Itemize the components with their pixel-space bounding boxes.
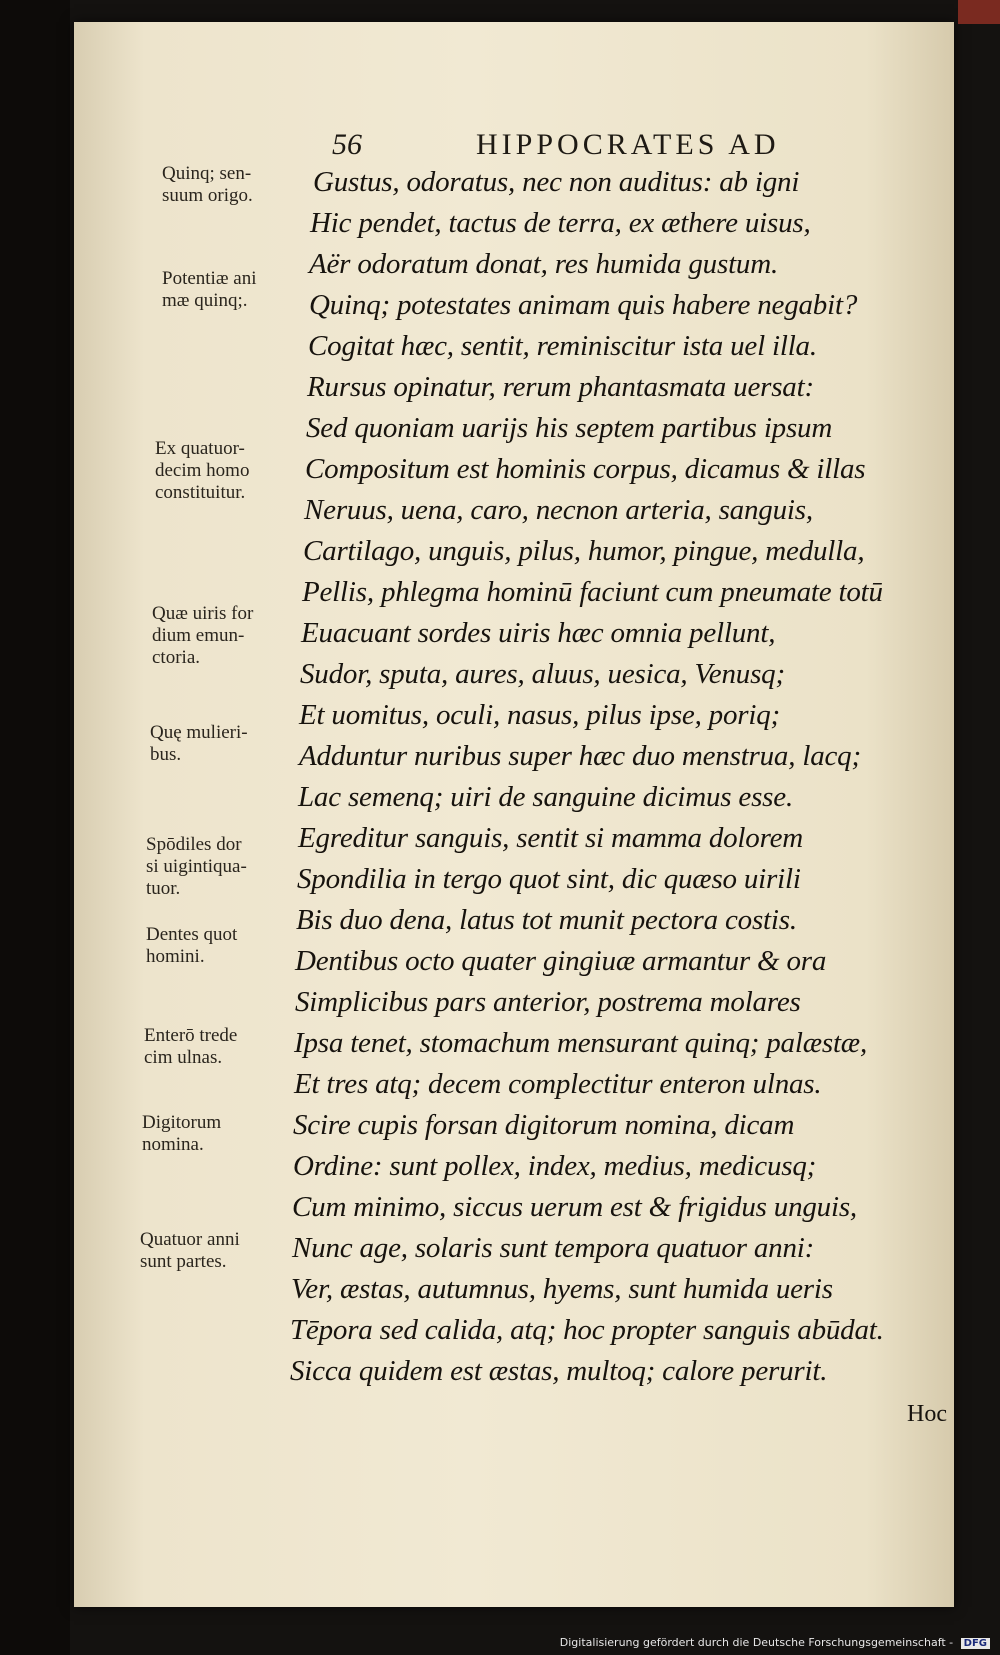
text-line: Aër odoratum donat, res humida gustum.: [309, 248, 779, 280]
text-line: Cum minimo, siccus uerum est & frigidus unguis,: [292, 1191, 857, 1223]
text-line: Sicca quidem est æstas, multoq; calore perurit.: [290, 1355, 828, 1387]
side-note: Quæ uiris for dium emun- ctoria.: [152, 603, 254, 668]
text-line: Et uomitus, oculi, nasus, pilus ipse, poriq;: [299, 699, 780, 731]
text-line: Dentibus octo quater gingiuæ armantur & ora: [295, 945, 827, 977]
catchword: Hoc: [907, 1401, 947, 1427]
text-line: Rursus opinatur, rerum phantasmata uersat:: [307, 371, 814, 403]
text-line: Ver, æstas, autumnus, hyems, sunt humida ueris: [291, 1273, 833, 1305]
text-line: Pellis, phlegma hominū faciunt cum pneumate totū: [302, 576, 883, 608]
text-line: Egreditur sanguis, sentit si mamma dolorem: [298, 822, 804, 854]
digitization-credit: [560, 1636, 990, 1649]
text-line: Bis duo dena, latus tot munit pectora costis.: [296, 904, 797, 936]
side-note: Dentes quot homini.: [146, 924, 238, 967]
text-line: Nunc age, solaris sunt tempora quatuor anni:: [292, 1232, 815, 1264]
side-note: Quatuor anni sunt partes.: [140, 1229, 240, 1272]
side-note: Enterō trede cim ulnas.: [144, 1025, 238, 1068]
text-line: Gustus, odoratus, nec non auditus: ab igni: [313, 166, 800, 198]
side-note: Ex quatuor- decim homo constituitur.: [155, 438, 250, 503]
text-line: Simplicibus pars anterior, postrema molares: [295, 986, 801, 1018]
text-line: Tēpora sed calida, atq; hoc propter sanguis abūdat.: [290, 1314, 884, 1346]
text-line: Cogitat hæc, sentit, reminiscitur ista uel illa.: [308, 330, 817, 362]
text-line: Sed quoniam uarijs his septem partibus ipsum: [306, 412, 833, 444]
side-note: Quę mulieri- bus.: [150, 722, 248, 765]
dfg-logo: DFG: [961, 1638, 990, 1649]
side-note: Spōdiles dor si uigintiqua- tuor.: [146, 834, 247, 899]
text-line: Ipsa tenet, stomachum mensurant quinq; palæstæ,: [294, 1027, 867, 1059]
text-line: Compositum est hominis corpus, dicamus & illas: [305, 453, 866, 485]
text-line: Ordine: sunt pollex, index, medius, medicusq;: [293, 1150, 817, 1182]
text-line: Neruus, uena, caro, necnon arteria, sanguis,: [304, 494, 813, 526]
text-line: Lac semenq; uiri de sanguine dicimus esse.: [298, 781, 793, 813]
text-line: Adduntur nuribus super hæc duo menstrua, lacq;: [299, 740, 861, 772]
text-line: Quinq; potestates animam quis habere negabit?: [309, 289, 858, 321]
text-line: Scire cupis forsan digitorum nomina, dicam: [293, 1109, 795, 1141]
text-line: Sudor, sputa, aures, aluus, uesica, Venusq;: [300, 658, 785, 690]
text-line: Hic pendet, tactus de terra, ex æthere uisus,: [310, 207, 811, 239]
text-line: Et tres atq; decem complectitur enteron ulnas.: [294, 1068, 822, 1100]
running-title: HIPPOCRATES AD: [476, 128, 780, 161]
side-note: Digitorum nomina.: [142, 1112, 222, 1155]
side-note: Quinq; sen- suum origo.: [162, 163, 253, 206]
text-line: Euacuant sordes uiris hæc omnia pellunt,: [301, 617, 776, 649]
text-line: Cartilago, unguis, pilus, humor, pingue, medulla,: [303, 535, 865, 567]
page-number: 56: [332, 128, 362, 161]
side-note: Potentiæ ani mæ quinq;.: [162, 268, 257, 311]
credit-text: Digitalisierung gefördert durch die Deutsche Forschungsgemeinschaft -: [559, 1636, 954, 1649]
text-line: Spondilia in tergo quot sint, dic quæso uirili: [297, 863, 801, 895]
